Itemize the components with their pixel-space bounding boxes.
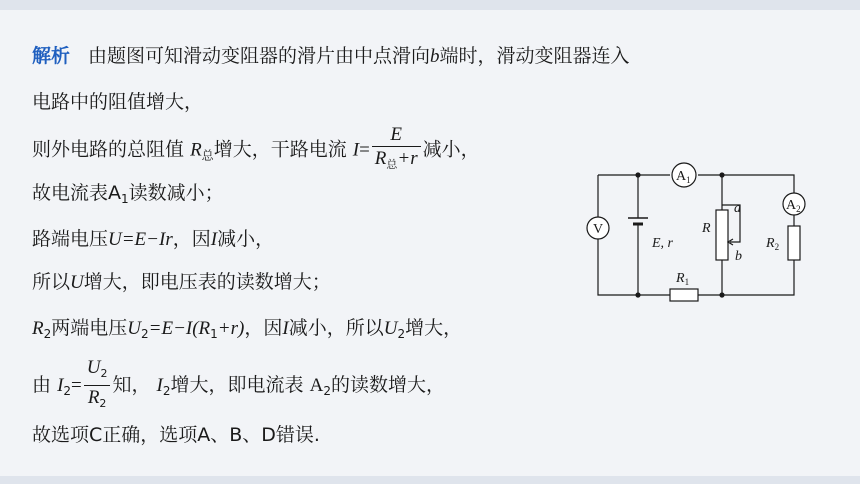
numerator [84,356,111,386]
line-7 [32,315,462,347]
den-R: R [87,387,100,408]
text: ，因 [244,317,283,339]
r2-body [788,226,800,260]
junction-dot [636,293,640,297]
var-U: U [127,318,141,339]
var-U: U [383,318,398,339]
formula: +r) [217,318,245,339]
r2-label: $R_2$ [766,236,780,252]
line-2 [32,89,203,115]
text: 增大，即电流表 [170,374,304,396]
equals: = [71,375,82,396]
den-rest: +r [397,148,418,169]
text: 减小， [217,228,275,250]
text: 增大， [405,317,463,339]
junction-dot [720,293,724,297]
junction-dot [720,173,724,177]
text: ，因 [172,228,211,250]
text: 故选项C正确，选项A、B、D错误. [32,424,320,446]
rheostat-end-b: b [735,249,742,264]
den-sub: 总 [386,158,398,171]
text: 路端电压 [32,228,109,250]
text: 故电流表A [32,182,121,204]
r1-label: $R_1$ [676,271,690,287]
den-R: R [374,148,387,169]
subscript: 2 [43,327,52,341]
var-I: I [352,139,360,161]
var-A: A [309,375,324,396]
text: 知， [112,374,151,396]
var-I: I [156,375,163,396]
junction-dot [636,173,640,177]
top-band [0,0,860,10]
subscript: 1 [210,327,218,341]
denominator [372,147,421,176]
denominator [84,386,111,415]
var-b: b [430,46,440,67]
subscript: 2 [162,384,171,398]
line-1 [32,43,630,70]
num-U: U [86,357,101,378]
circuit-diagram [580,160,825,305]
bottom-band [0,476,860,484]
var-U: U [70,272,84,293]
text: 电路中的阻值增大， [32,91,204,113]
subscript: 1 [121,192,129,206]
var-I: I [282,318,289,339]
subscript: 总 [201,148,214,163]
rheostat-slider-arrow [728,218,740,245]
text: 端时，滑动变阻器连入 [439,45,630,67]
rheostat-label: R [702,221,711,236]
numerator: E [372,124,421,147]
line-6 [32,269,331,296]
source-label: E, r [652,236,673,251]
var-R: R [32,318,44,339]
text: 的读数增大， [330,374,445,396]
text: 增大，即电压表的读数增大； [83,271,331,293]
text: 增大，干路电流 [213,138,347,161]
line-8 [32,356,445,415]
line-4 [32,180,224,212]
num-sub: 2 [100,367,108,380]
text: 由 [32,374,52,396]
text: 则外电路的总阻值 [32,138,185,161]
fraction-E-over-Rtotal [372,124,421,176]
rheostat-body [716,210,728,260]
analysis-keyword: 解析 [32,45,71,67]
line-5 [32,226,274,253]
line-9 [32,422,320,448]
line-3 [32,124,480,176]
ammeter2-label: $A_2$ [786,198,801,214]
subscript: 2 [63,384,72,398]
text: 由题图可知滑动变阻器的滑片由中点滑向 [88,45,431,67]
rheostat-end-a: a [734,201,741,216]
formula: U=E−Ir [108,229,173,250]
fraction-U2-over-R2 [84,356,111,415]
r1-body [670,289,698,301]
text: 减小，所以 [288,317,384,339]
ammeter1-label: $A_1$ [676,169,691,185]
subscript: 2 [323,384,331,398]
voltmeter-label: V [593,222,604,237]
var-I: I [210,229,218,250]
text: 两端电压 [51,317,128,339]
outer-wire [598,175,794,295]
text: 所以 [32,271,71,293]
text: 减小， [422,138,480,161]
var-R: R [190,139,202,161]
var-I: I [57,375,64,396]
den-sub: 2 [99,397,107,410]
subscript: 2 [141,327,149,341]
equals: = [359,139,370,161]
subscript: 2 [397,327,406,341]
formula: =E−I(R [148,318,211,339]
text: 读数减小； [128,182,224,204]
